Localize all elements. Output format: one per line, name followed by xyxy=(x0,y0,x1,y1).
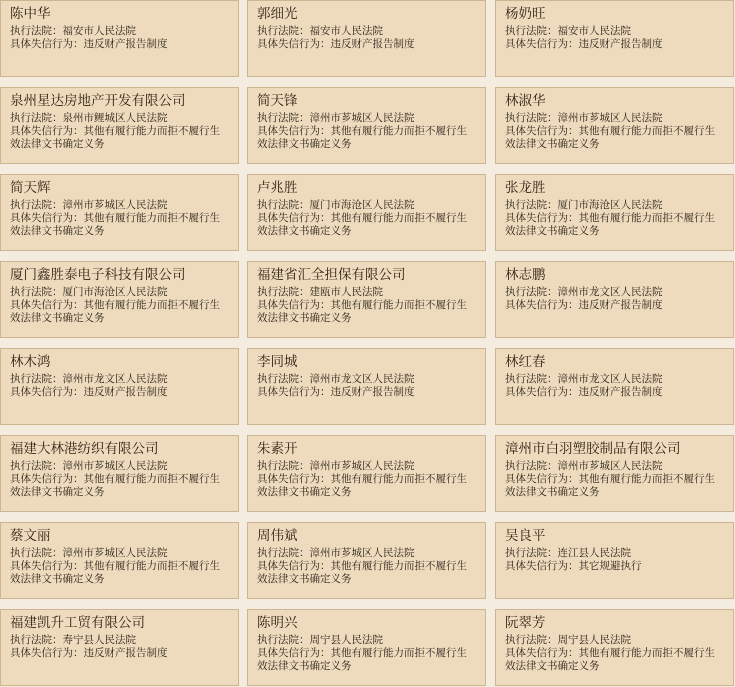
court-line xyxy=(10,547,230,560)
court-label: 执行法院： xyxy=(505,199,558,211)
behavior-label: 具体失信行为： xyxy=(505,473,579,485)
behavior-value: 其他有履行能力而拒不履行生效法律文书确定义务 xyxy=(257,212,467,237)
court-label: 执行法院： xyxy=(10,286,63,298)
behavior-line xyxy=(10,560,230,586)
behavior-value: 违反财产报告制度 xyxy=(578,386,663,398)
behavior-value: 其他有履行能力而拒不履行生效法律文书确定义务 xyxy=(505,473,715,498)
court-value: 漳州市芗城区人民法院 xyxy=(62,547,168,559)
court-value: 漳州市龙文区人民法院 xyxy=(309,373,415,385)
record-name: 林志鹏 xyxy=(505,267,546,283)
behavior-value: 其它规避执行 xyxy=(578,560,642,572)
behavior-label: 具体失信行为： xyxy=(505,299,579,311)
behavior-label: 具体失信行为： xyxy=(505,560,579,572)
record-name: 林红春 xyxy=(505,354,546,370)
behavior-label: 具体失信行为： xyxy=(257,473,331,485)
behavior-line xyxy=(257,299,477,325)
court-label: 执行法院： xyxy=(505,373,558,385)
behavior-line xyxy=(257,38,477,51)
court-value: 漳州市龙文区人民法院 xyxy=(557,373,663,385)
record-card[interactable] xyxy=(495,435,734,512)
behavior-line xyxy=(10,125,230,151)
court-label: 执行法院： xyxy=(257,112,310,124)
behavior-line xyxy=(505,647,725,673)
record-name: 简天辉 xyxy=(10,180,51,196)
record-name: 林木鸿 xyxy=(10,354,51,370)
behavior-line xyxy=(505,560,725,573)
court-line xyxy=(505,460,725,473)
court-label: 执行法院： xyxy=(10,373,63,385)
court-value: 漳州市芗城区人民法院 xyxy=(62,460,168,472)
court-line xyxy=(505,25,725,38)
court-value: 寿宁县人民法院 xyxy=(62,634,136,646)
behavior-label: 具体失信行为： xyxy=(257,299,331,311)
record-card[interactable] xyxy=(495,174,734,251)
behavior-label: 具体失信行为： xyxy=(10,473,84,485)
behavior-line xyxy=(505,299,725,312)
behavior-label: 具体失信行为： xyxy=(10,125,84,137)
behavior-line xyxy=(505,38,725,51)
record-name: 张龙胜 xyxy=(505,180,546,196)
record-card[interactable] xyxy=(495,261,734,338)
court-label: 执行法院： xyxy=(10,199,63,211)
record-card[interactable] xyxy=(0,87,239,164)
behavior-label: 具体失信行为： xyxy=(505,386,579,398)
court-label: 执行法院： xyxy=(257,199,310,211)
court-label: 执行法院： xyxy=(257,373,310,385)
court-label: 执行法院： xyxy=(10,112,63,124)
court-value: 厦门市海沧区人民法院 xyxy=(309,199,415,211)
behavior-label: 具体失信行为： xyxy=(257,560,331,572)
behavior-value: 违反财产报告制度 xyxy=(578,299,663,311)
behavior-value: 违反财产报告制度 xyxy=(330,38,415,50)
record-name: 漳州市白羽塑胶制品有限公司 xyxy=(505,441,681,457)
behavior-label: 具体失信行为： xyxy=(257,386,331,398)
record-name: 周伟斌 xyxy=(257,528,298,544)
record-name: 蔡文丽 xyxy=(10,528,51,544)
behavior-label: 具体失信行为： xyxy=(505,38,579,50)
record-name: 李同城 xyxy=(257,354,298,370)
behavior-label: 具体失信行为： xyxy=(10,299,84,311)
behavior-value: 违反财产报告制度 xyxy=(83,38,168,50)
behavior-value: 违反财产报告制度 xyxy=(330,386,415,398)
court-label: 执行法院： xyxy=(257,547,310,559)
behavior-value: 其他有履行能力而拒不履行生效法律文书确定义务 xyxy=(257,473,467,498)
court-label: 执行法院： xyxy=(505,25,558,37)
behavior-value: 违反财产报告制度 xyxy=(578,38,663,50)
court-line xyxy=(10,460,230,473)
behavior-label: 具体失信行为： xyxy=(257,38,331,50)
court-label: 执行法院： xyxy=(505,460,558,472)
court-label: 执行法院： xyxy=(10,460,63,472)
record-card[interactable] xyxy=(247,522,486,599)
behavior-label: 具体失信行为： xyxy=(505,125,579,137)
court-value: 漳州市芗城区人民法院 xyxy=(557,460,663,472)
behavior-value: 违反财产报告制度 xyxy=(83,386,168,398)
court-label: 执行法院： xyxy=(257,460,310,472)
court-line xyxy=(257,373,477,386)
court-line xyxy=(505,373,725,386)
court-line xyxy=(10,286,230,299)
court-value: 建瓯市人民法院 xyxy=(309,286,383,298)
court-value: 漳州市芗城区人民法院 xyxy=(62,199,168,211)
record-card[interactable] xyxy=(495,0,734,77)
record-card[interactable] xyxy=(247,0,486,77)
behavior-label: 具体失信行为： xyxy=(505,212,579,224)
behavior-line xyxy=(505,212,725,238)
record-name: 泉州星达房地产开发有限公司 xyxy=(10,93,186,109)
court-label: 执行法院： xyxy=(505,634,558,646)
behavior-line xyxy=(505,386,725,399)
court-line xyxy=(505,634,725,647)
court-value: 漳州市芗城区人民法院 xyxy=(309,112,415,124)
court-label: 执行法院： xyxy=(10,634,63,646)
behavior-line xyxy=(10,386,230,399)
record-name: 朱素开 xyxy=(257,441,298,457)
court-value: 福安市人民法院 xyxy=(309,25,383,37)
record-card[interactable] xyxy=(495,348,734,425)
court-value: 厦门市海沧区人民法院 xyxy=(557,199,663,211)
court-label: 执行法院： xyxy=(257,634,310,646)
record-card[interactable] xyxy=(247,87,486,164)
court-value: 福安市人民法院 xyxy=(557,25,631,37)
court-line xyxy=(10,25,230,38)
court-value: 厦门市海沧区人民法院 xyxy=(62,286,168,298)
behavior-value: 其他有履行能力而拒不履行生效法律文书确定义务 xyxy=(257,647,467,672)
record-name: 福建凯升工贸有限公司 xyxy=(10,615,145,631)
record-card[interactable] xyxy=(247,435,486,512)
record-card[interactable] xyxy=(247,174,486,251)
behavior-value: 其他有履行能力而拒不履行生效法律文书确定义务 xyxy=(505,647,715,672)
behavior-line xyxy=(10,38,230,51)
behavior-value: 其他有履行能力而拒不履行生效法律文书确定义务 xyxy=(257,299,467,324)
behavior-line xyxy=(257,473,477,499)
court-label: 执行法院： xyxy=(257,25,310,37)
record-name: 卢兆胜 xyxy=(257,180,298,196)
record-name: 福建大林港纺织有限公司 xyxy=(10,441,159,457)
court-line xyxy=(10,373,230,386)
court-value: 漳州市芗城区人民法院 xyxy=(309,460,415,472)
record-name: 吴良平 xyxy=(505,528,546,544)
court-line xyxy=(505,112,725,125)
behavior-line xyxy=(257,386,477,399)
behavior-label: 具体失信行为： xyxy=(257,212,331,224)
behavior-line xyxy=(10,212,230,238)
record-name: 杨奶旺 xyxy=(505,6,546,22)
court-label: 执行法院： xyxy=(505,547,558,559)
record-name: 林淑华 xyxy=(505,93,546,109)
record-card[interactable] xyxy=(247,261,486,338)
behavior-value: 其他有履行能力而拒不履行生效法律文书确定义务 xyxy=(10,299,220,324)
record-card[interactable] xyxy=(247,609,486,686)
record-card[interactable] xyxy=(0,174,239,251)
court-value: 漳州市芗城区人民法院 xyxy=(309,547,415,559)
behavior-value: 其他有履行能力而拒不履行生效法律文书确定义务 xyxy=(10,473,220,498)
record-name: 厦门鑫胜泰电子科技有限公司 xyxy=(10,267,186,283)
behavior-line xyxy=(257,560,477,586)
behavior-label: 具体失信行为： xyxy=(10,212,84,224)
record-card[interactable] xyxy=(0,261,239,338)
record-name: 阮翠芳 xyxy=(505,615,546,631)
court-value: 连江县人民法院 xyxy=(557,547,631,559)
behavior-line xyxy=(257,212,477,238)
record-name: 郭细光 xyxy=(257,6,298,22)
court-value: 周宁县人民法院 xyxy=(309,634,383,646)
behavior-label: 具体失信行为： xyxy=(505,647,579,659)
behavior-line xyxy=(10,473,230,499)
behavior-value: 其他有履行能力而拒不履行生效法律文书确定义务 xyxy=(257,125,467,150)
court-value: 漳州市龙文区人民法院 xyxy=(557,286,663,298)
behavior-label: 具体失信行为： xyxy=(257,647,331,659)
court-value: 漳州市龙文区人民法院 xyxy=(62,373,168,385)
record-name: 陈明兴 xyxy=(257,615,298,631)
court-line xyxy=(257,25,477,38)
record-name: 简天锋 xyxy=(257,93,298,109)
behavior-value: 其他有履行能力而拒不履行生效法律文书确定义务 xyxy=(10,560,220,585)
behavior-label: 具体失信行为： xyxy=(10,647,84,659)
behavior-line xyxy=(10,299,230,325)
court-value: 福安市人民法院 xyxy=(62,25,136,37)
court-line xyxy=(505,286,725,299)
court-label: 执行法院： xyxy=(257,286,310,298)
behavior-value: 其他有履行能力而拒不履行生效法律文书确定义务 xyxy=(505,212,715,237)
court-line xyxy=(257,460,477,473)
record-card[interactable] xyxy=(0,348,239,425)
behavior-value: 其他有履行能力而拒不履行生效法律文书确定义务 xyxy=(257,560,467,585)
court-value: 周宁县人民法院 xyxy=(557,634,631,646)
court-value: 泉州市鲤城区人民法院 xyxy=(62,112,168,124)
court-line xyxy=(257,634,477,647)
behavior-label: 具体失信行为： xyxy=(257,125,331,137)
court-label: 执行法院： xyxy=(505,286,558,298)
court-line xyxy=(10,634,230,647)
behavior-line xyxy=(505,125,725,151)
court-label: 执行法院： xyxy=(10,25,63,37)
behavior-value: 其他有履行能力而拒不履行生效法律文书确定义务 xyxy=(505,125,715,150)
court-line xyxy=(257,547,477,560)
behavior-label: 具体失信行为： xyxy=(10,386,84,398)
court-line xyxy=(505,199,725,212)
record-card[interactable] xyxy=(0,0,239,77)
court-line xyxy=(257,112,477,125)
behavior-value: 违反财产报告制度 xyxy=(83,647,168,659)
record-card[interactable] xyxy=(0,435,239,512)
court-line xyxy=(257,199,477,212)
behavior-line xyxy=(10,647,230,660)
behavior-value: 其他有履行能力而拒不履行生效法律文书确定义务 xyxy=(10,125,220,150)
court-line xyxy=(10,199,230,212)
record-name: 福建省汇全担保有限公司 xyxy=(257,267,406,283)
record-card[interactable] xyxy=(247,348,486,425)
court-line xyxy=(10,112,230,125)
record-card[interactable] xyxy=(0,609,239,686)
record-card[interactable] xyxy=(495,522,734,599)
record-name: 陈中华 xyxy=(10,6,51,22)
behavior-value: 其他有履行能力而拒不履行生效法律文书确定义务 xyxy=(10,212,220,237)
behavior-line xyxy=(257,647,477,673)
court-value: 漳州市芗城区人民法院 xyxy=(557,112,663,124)
court-label: 执行法院： xyxy=(505,112,558,124)
court-line xyxy=(257,286,477,299)
behavior-label: 具体失信行为： xyxy=(10,560,84,572)
record-card[interactable] xyxy=(0,522,239,599)
behavior-line xyxy=(257,125,477,151)
court-label: 执行法院： xyxy=(10,547,63,559)
court-line xyxy=(505,547,725,560)
behavior-label: 具体失信行为： xyxy=(10,38,84,50)
record-card[interactable] xyxy=(495,87,734,164)
behavior-line xyxy=(505,473,725,499)
record-card[interactable] xyxy=(495,609,734,686)
